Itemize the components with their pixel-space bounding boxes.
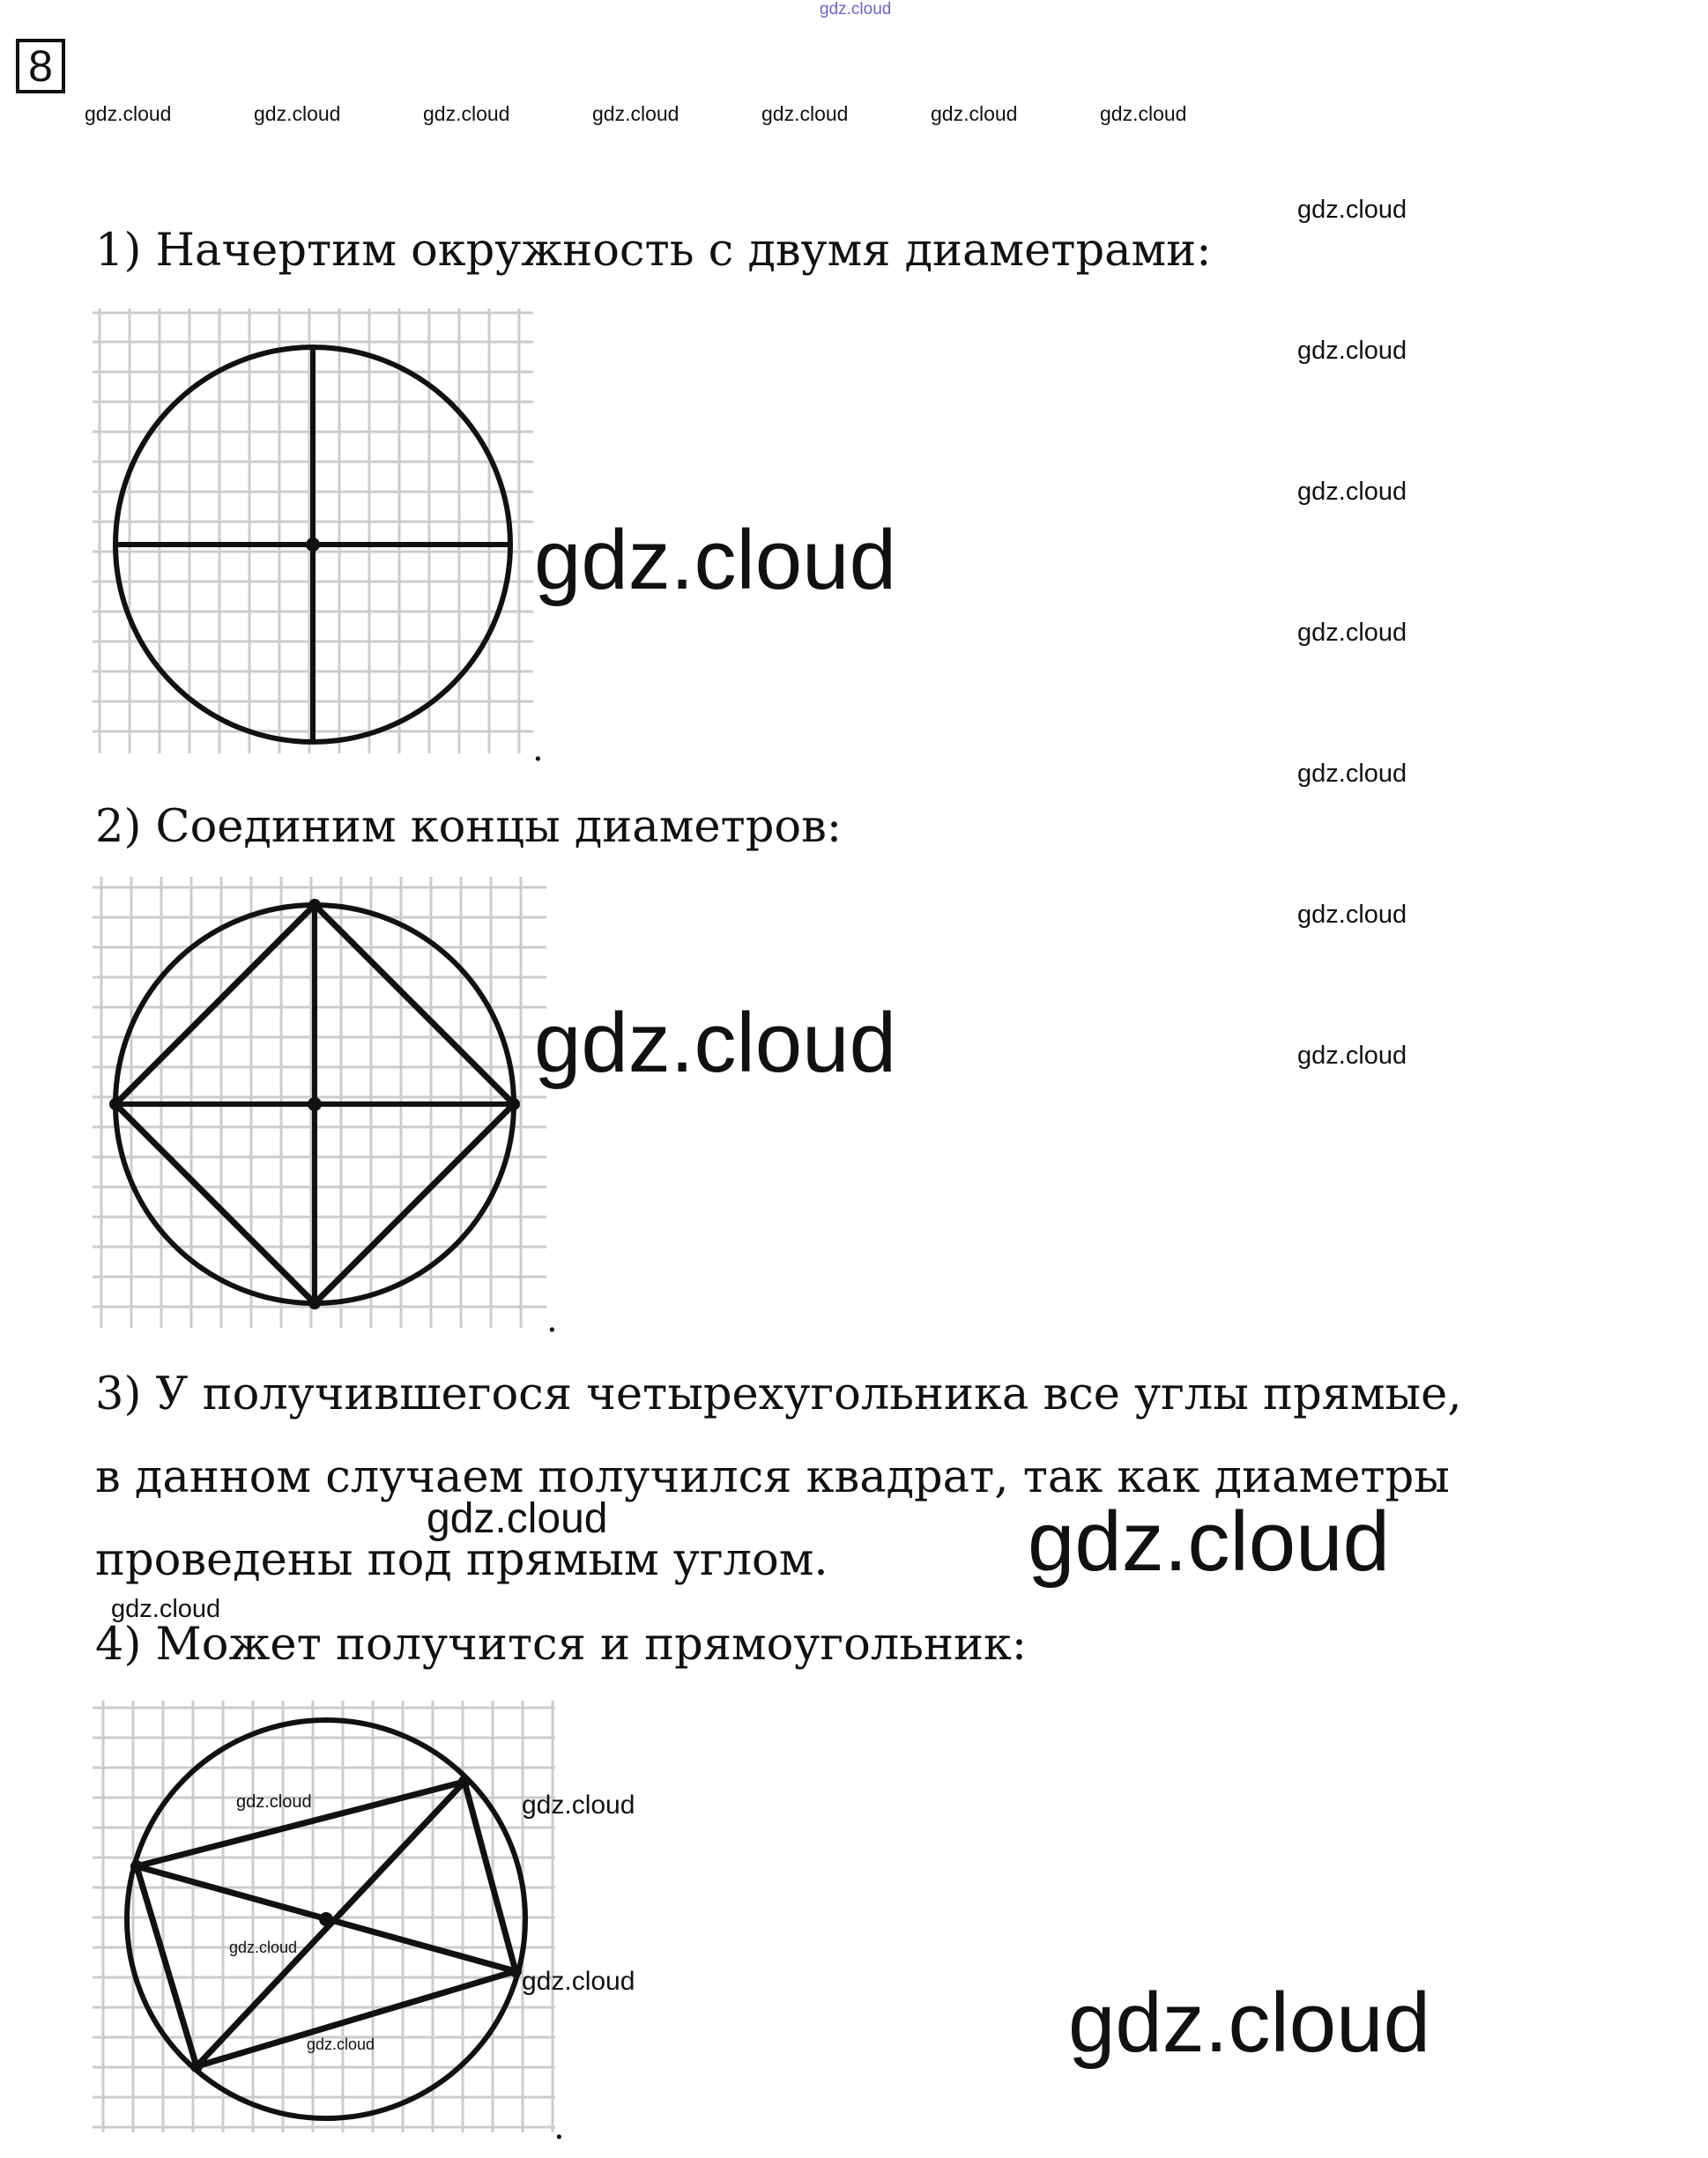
watermark-figure: gdz.cloud [236,1792,312,1812]
watermark-figure: gdz.cloud [229,1939,298,1956]
step-4-text: 4) Может получится и прямоугольник: [95,1619,1028,1671]
figure-inscribed-rectangle [93,1701,560,2137]
step-3-text-line2: в данном случаем получился квадрат, так как диаметры [95,1451,1450,1503]
watermark-header: gdz.cloud [85,102,172,125]
step-3-text-line3: проведены под прямым углом. [95,1534,828,1586]
site-label[interactable]: gdz.cloud [820,0,892,19]
figure-inscribed-square [93,877,551,1331]
watermark-big: gdz.cloud [1028,1494,1390,1589]
watermark-header: gdz.cloud [931,102,1018,125]
figure-circle-two-diameters [93,308,538,758]
figure-period: . [532,729,544,769]
figure-period: . [546,1300,558,1340]
watermark-figure: gdz.cloud [522,1967,635,1996]
watermark-header: gdz.cloud [1100,102,1187,125]
watermark-big: gdz.cloud [1068,1976,1430,2070]
watermark-header: gdz.cloud [254,102,341,125]
watermark-right: gdz.cloud [1297,760,1407,788]
watermark-small: gdz.cloud [111,1595,221,1623]
figure-period: . [553,2107,565,2147]
step-1-text: 1) Начертим окружность с двумя диаметрами: [95,225,1212,277]
watermark-right: gdz.cloud [1297,619,1407,647]
watermark-right: gdz.cloud [1297,196,1407,224]
watermark-figure: gdz.cloud [307,2036,375,2053]
watermark-header: gdz.cloud [423,102,510,125]
watermark-header: gdz.cloud [592,102,679,125]
watermark-right: gdz.cloud [1297,901,1407,929]
watermark-figure: gdz.cloud [522,1791,635,1820]
watermark-right: gdz.cloud [1297,337,1407,365]
step-2-text: 2) Соединим концы диаметров: [95,801,843,853]
task-number-badge: 8 [16,39,65,93]
watermark-mid: gdz.cloud [427,1495,608,1542]
watermark-big: gdz.cloud [534,996,896,1090]
watermark-right: gdz.cloud [1297,1042,1407,1070]
watermark-header: gdz.cloud [761,102,849,125]
watermark-right: gdz.cloud [1297,478,1407,506]
step-3-text-line1: 3) У получившегося четырехугольника все углы прямые, [95,1368,1462,1420]
watermark-big: gdz.cloud [534,513,896,607]
